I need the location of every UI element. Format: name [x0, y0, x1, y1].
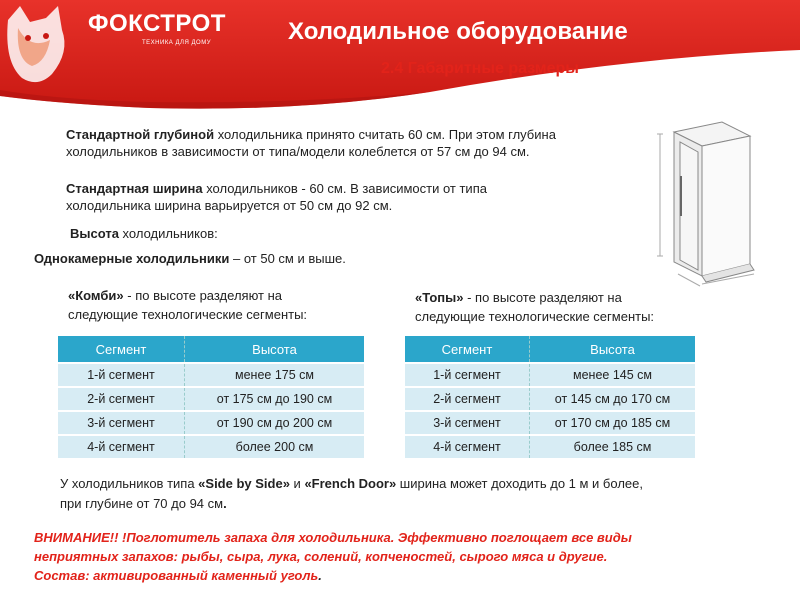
side-by-side-note — [60, 474, 780, 514]
header-banner — [0, 0, 800, 112]
tops-bold: «Топы» — [415, 290, 464, 305]
tops-table — [405, 336, 695, 458]
table-row — [58, 411, 364, 435]
combi-cell: 3-й сегмент — [58, 411, 185, 435]
table-row — [58, 387, 364, 411]
combi-cell: от 175 см до 190 см — [185, 387, 365, 411]
tops-cell: от 170 см до 185 см — [530, 411, 696, 435]
note-bold-2: «French Door» — [304, 476, 397, 491]
depth-text-2: холодильников в зависимости от типа/модели колеблется от 57 см до 94 см. — [66, 144, 530, 159]
single-text: – от 50 см и выше. — [229, 251, 346, 266]
tops-cell: 1-й сегмент — [405, 363, 530, 387]
combi-cell: менее 175 см — [185, 363, 365, 387]
table-row — [405, 363, 695, 387]
note-text-2: и — [289, 476, 305, 491]
combi-cell: от 190 см до 200 см — [185, 411, 365, 435]
single-chamber-line — [34, 250, 346, 267]
warning-line-1: ВНИМАНИЕ!! !Поглотитель запаха для холодильника. Эффективно поглощает все виды — [34, 530, 632, 545]
combi-text-2: следующие технологические сегменты: — [68, 307, 308, 322]
tops-cell: 4-й сегмент — [405, 435, 530, 458]
warning-block — [34, 528, 794, 585]
brand-tagline: ТЕХНИКА ДЛЯ ДОМУ — [142, 40, 212, 46]
width-text-2: холодильника ширина варьируется от 50 см до 92 см. — [66, 198, 393, 213]
note-bold-1: «Side by Side» — [198, 476, 290, 491]
combi-cell: более 200 см — [185, 435, 365, 458]
combi-cell: 4-й сегмент — [58, 435, 185, 458]
table-row — [405, 387, 695, 411]
brand-name: ФОКСТРОТ — [88, 10, 226, 37]
page-title: Холодильное оборудование — [288, 18, 628, 45]
combi-cell: 1-й сегмент — [58, 363, 185, 387]
single-bold: Однокамерные холодильники — [34, 251, 230, 266]
combi-table — [58, 336, 364, 458]
depth-text-1: холодильника принято считать 60 см. При этом глубина — [214, 127, 556, 142]
table-row — [58, 435, 364, 458]
tops-cell: более 185 см — [530, 435, 696, 458]
tops-header-height: Высота — [530, 336, 696, 363]
warning-line-2: неприятных запахов: рыбы, сыра, лука, солений, копченостей, сырого мяса и другие. — [34, 549, 608, 564]
tops-cell: 3-й сегмент — [405, 411, 530, 435]
section-subtitle: 2.4 Габаритные размеры — [381, 60, 579, 77]
note-text-3: ширина может доходить до 1 м и более, — [396, 476, 643, 491]
warning-line-3: Состав: активированный каменный уголь — [34, 568, 319, 583]
height-heading — [70, 225, 218, 242]
tops-cell: менее 145 см — [530, 363, 696, 387]
table-row — [58, 363, 364, 387]
fridge-illustration — [650, 112, 770, 292]
tops-intro — [415, 288, 654, 326]
tops-header-segment: Сегмент — [405, 336, 530, 363]
depth-paragraph — [66, 126, 666, 160]
table-row — [405, 435, 695, 458]
depth-bold: Стандартной глубиной — [66, 127, 215, 142]
width-text-1: холодильников - 60 см. В зависимости от типа — [202, 181, 487, 196]
note-text-4: при глубине от 70 до 94 см — [60, 496, 224, 511]
combi-header-height: Высота — [185, 336, 365, 363]
tops-text-2: следующие технологические сегменты: — [415, 309, 655, 324]
combi-cell: 2-й сегмент — [58, 387, 185, 411]
table-row — [405, 411, 695, 435]
width-bold: Стандартная ширина — [66, 181, 203, 196]
note-text-5: . — [223, 496, 227, 511]
warning-line-3-end: . — [318, 568, 322, 583]
combi-intro — [68, 286, 307, 324]
height-bold: Высота — [70, 226, 119, 241]
tops-text-1: - по высоте разделяют на — [463, 290, 622, 305]
combi-text-1: - по высоте разделяют на — [123, 288, 283, 303]
tops-cell: 2-й сегмент — [405, 387, 530, 411]
note-text-1: У холодильников типа — [60, 476, 199, 491]
width-paragraph — [66, 180, 626, 214]
combi-header-segment: Сегмент — [58, 336, 185, 363]
height-text: холодильников: — [118, 226, 218, 241]
tops-cell: от 145 см до 170 см — [530, 387, 696, 411]
combi-bold: «Комби» — [68, 288, 124, 303]
